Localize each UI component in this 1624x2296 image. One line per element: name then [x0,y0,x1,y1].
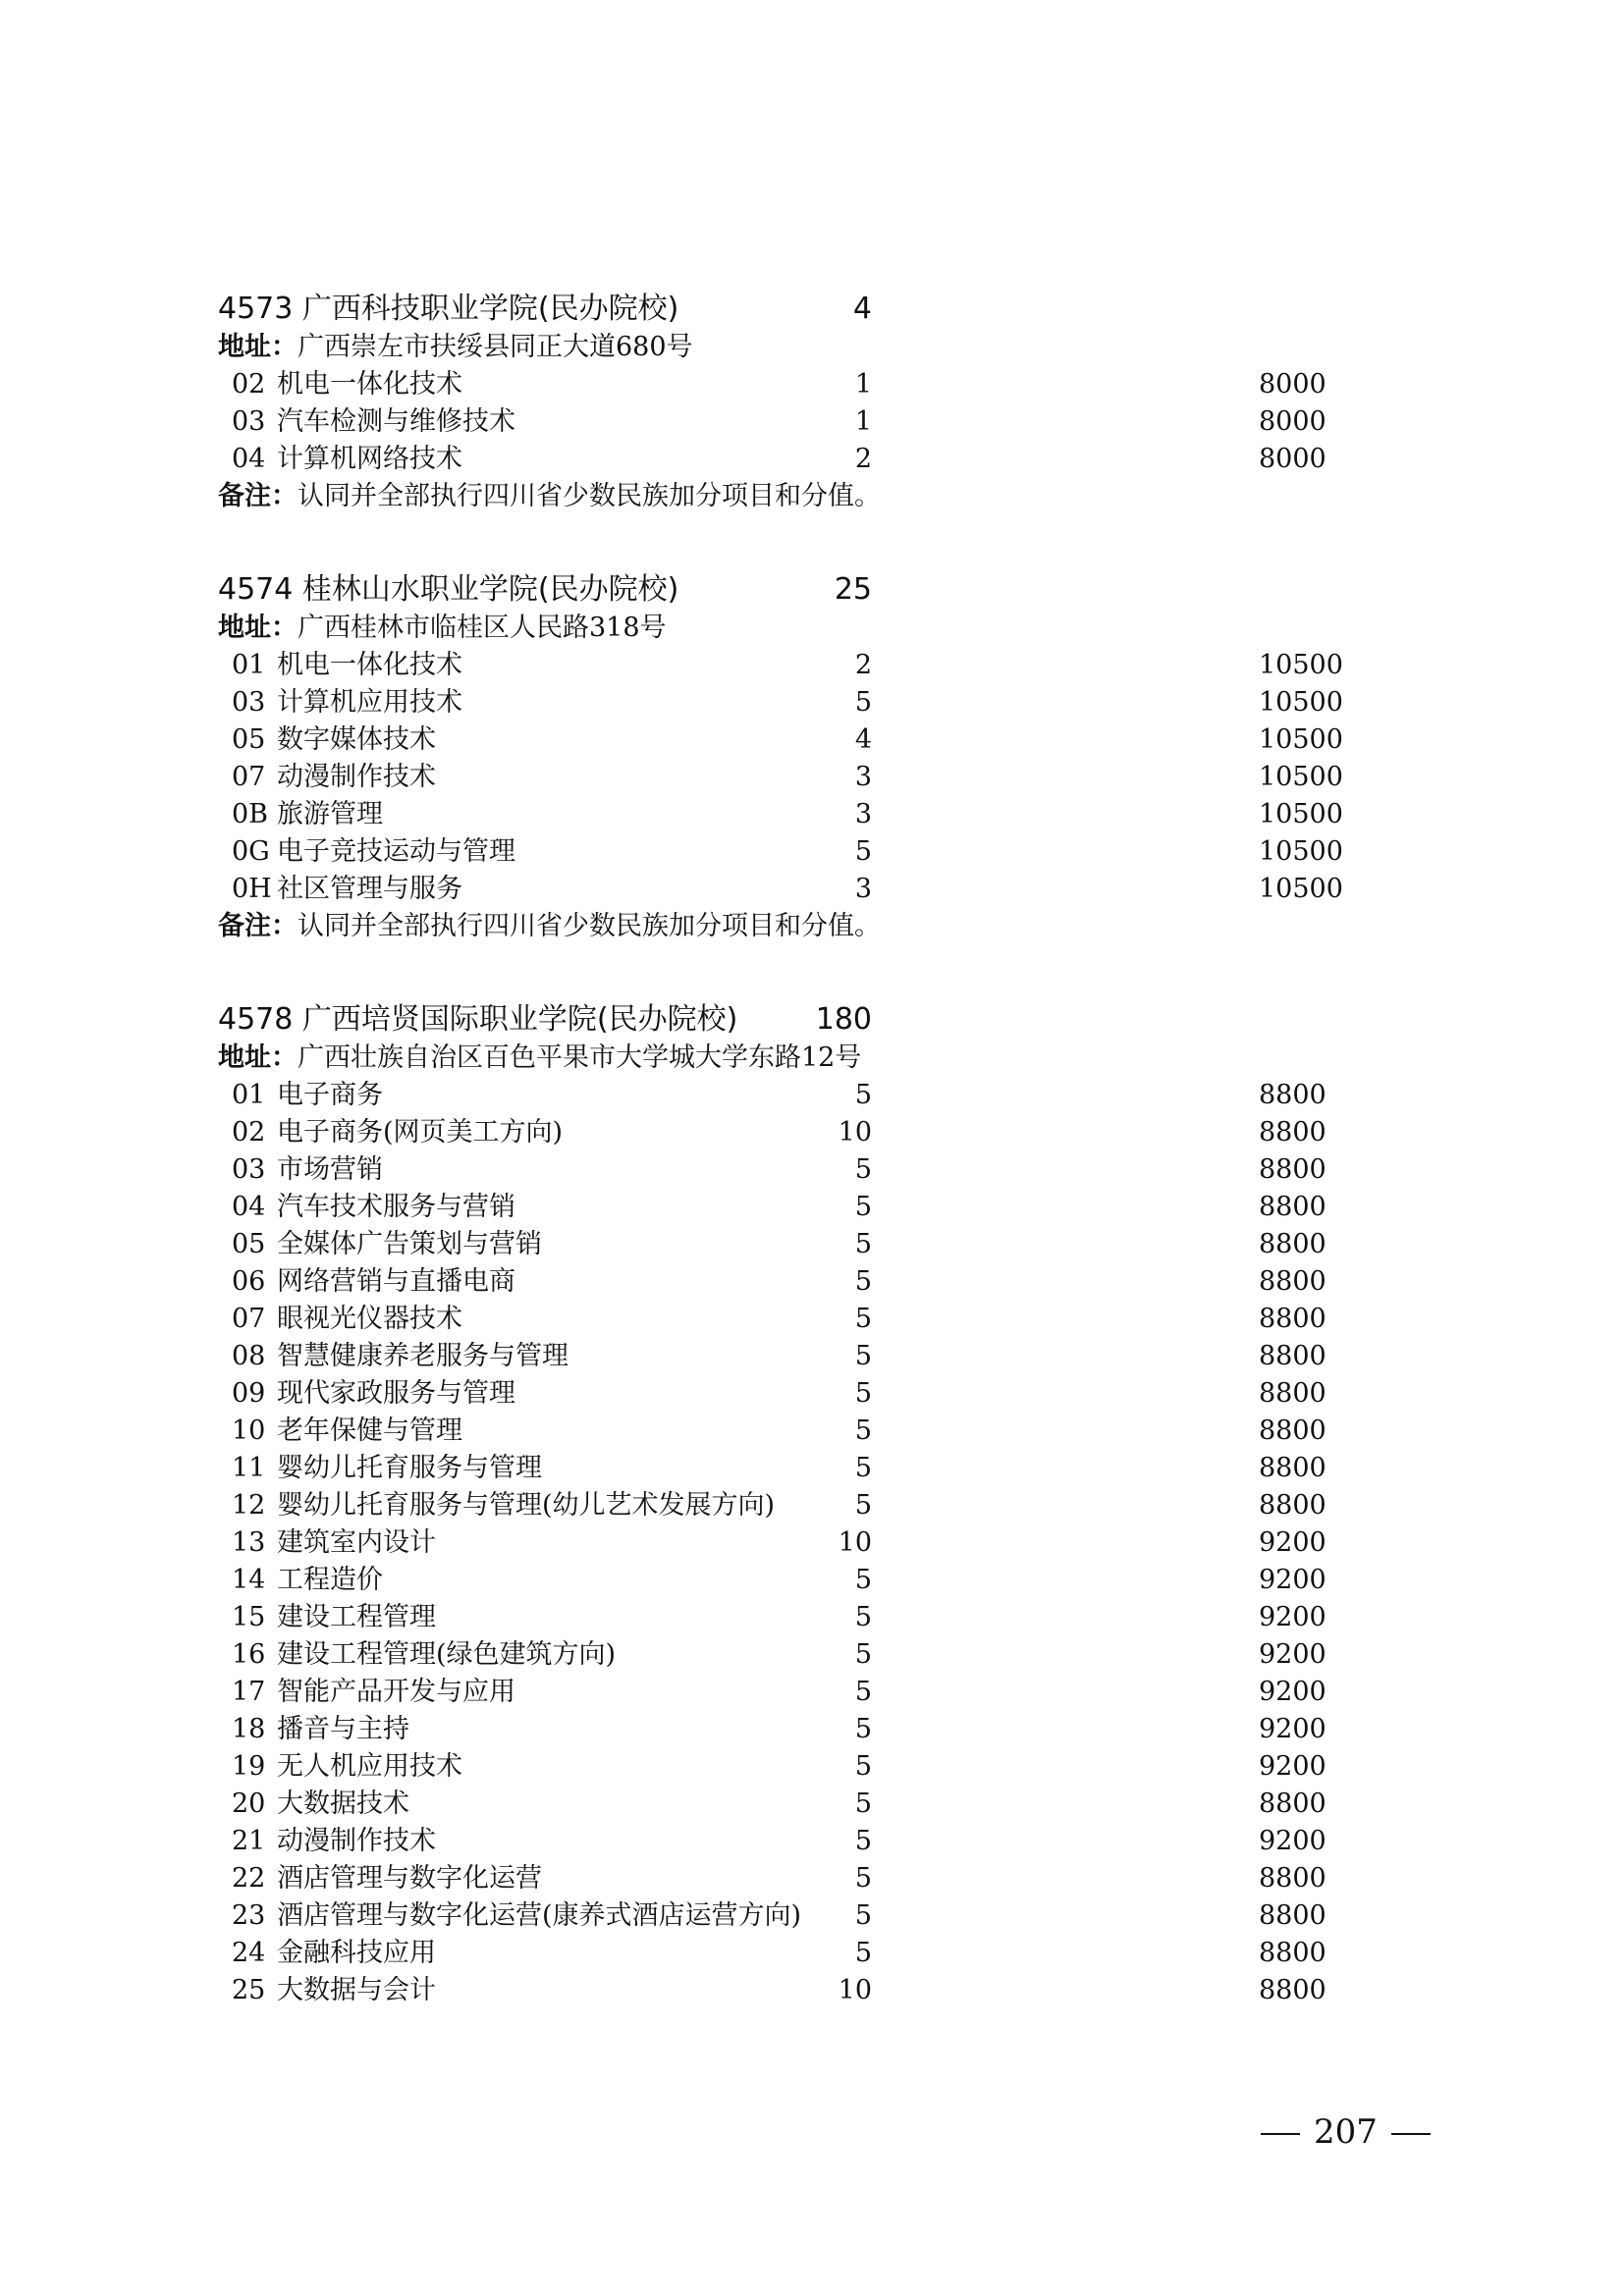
major-code: 07 [232,762,266,792]
school-code: 4574 [218,572,294,607]
note-text: 认同并全部执行四川省少数民族加分项目和分值。 [298,911,881,941]
major-name: 旅游管理 [277,799,383,829]
major-fee: 8800 [1259,1453,1326,1483]
major-name: 工程造价 [277,1565,383,1595]
major-name: 婴幼儿托育服务与管理 [277,1453,542,1483]
major-row [218,1897,1337,1935]
major-name: 播音与主持 [277,1714,409,1744]
school-name: 桂林山水职业学院(民办院校) [301,572,679,607]
major-code: 04 [232,444,266,474]
major-code: 18 [232,1714,266,1744]
major-row [218,1338,1337,1375]
major-count: 3 [854,762,872,792]
major-row [218,1413,1337,1450]
major-row [218,1450,1337,1487]
major-count: 5 [854,1602,872,1632]
major-count: 5 [854,1900,872,1931]
major-code: 02 [232,1117,266,1148]
major-row [218,1599,1337,1636]
major-name: 眼视光仪器技术 [277,1304,462,1334]
major-fee: 9200 [1259,1602,1326,1632]
major-row [218,759,1343,796]
major-fee: 8800 [1259,1304,1326,1334]
major-fee: 8800 [1259,1938,1326,1968]
major-name: 机电一体化技术 [277,650,462,680]
major-name: 汽车检测与维修技术 [277,406,515,437]
major-count: 5 [854,836,872,867]
major-code: 02 [232,369,266,400]
major-name: 酒店管理与数字化运营 [277,1863,542,1894]
major-row [218,1077,1337,1114]
major-code: 0G [232,836,270,867]
address-label: 地址： [218,332,298,362]
major-count: 5 [854,1229,872,1259]
school-header [218,1000,1337,1040]
major-count: 5 [854,1677,872,1707]
major-name: 数字媒体技术 [277,724,436,755]
major-count: 5 [854,1751,872,1782]
major-fee: 10500 [1259,687,1343,718]
major-code: 03 [232,406,266,437]
major-row [218,366,1337,403]
major-name: 电子商务 [277,1080,383,1110]
school-note [218,908,1337,945]
school-note [218,478,1337,515]
school-name: 广西培贤国际职业学院(民办院校) [301,1002,738,1037]
major-row [218,1263,1337,1301]
footer-dash-right [1391,2133,1431,2135]
major-row [218,1636,1337,1674]
major-name: 机电一体化技术 [277,369,462,400]
major-code: 01 [232,650,266,680]
major-count: 5 [854,1080,872,1110]
page-number-text: 207 [1314,2112,1378,2152]
note-text: 认同并全部执行四川省少数民族加分项目和分值。 [298,481,881,511]
major-name: 酒店管理与数字化运营(康养式酒店运营方向) [277,1900,802,1931]
major-row [218,1562,1337,1599]
major-fee: 8800 [1259,1229,1326,1259]
major-name: 社区管理与服务 [277,874,462,904]
major-code: 01 [232,1080,266,1110]
major-count: 5 [854,1565,872,1595]
major-count: 3 [854,874,872,904]
major-row [218,1375,1337,1413]
major-count: 5 [854,1826,872,1856]
major-fee: 10500 [1259,799,1343,829]
major-code: 10 [232,1415,266,1446]
major-row [218,1711,1337,1748]
note-label: 备注： [218,911,298,941]
major-row [218,1674,1337,1711]
major-fee: 8800 [1259,1490,1326,1521]
major-code: 25 [232,1975,266,2005]
major-name: 建设工程管理 [277,1602,436,1632]
major-row [218,1524,1337,1562]
major-fee: 10500 [1259,762,1343,792]
major-row [218,1226,1337,1263]
major-name: 计算机网络技术 [277,444,462,474]
major-fee: 8800 [1259,1789,1326,1819]
major-count: 5 [854,1938,872,1968]
major-fee: 10500 [1259,874,1343,904]
school-quota: 4 [852,292,872,326]
major-count: 1 [854,369,872,400]
major-row [218,1860,1337,1897]
major-name: 电子商务(网页美工方向) [277,1117,564,1148]
major-code: 14 [232,1565,266,1595]
school-code: 4573 [218,292,294,326]
major-fee: 8800 [1259,1975,1326,2005]
major-code: 24 [232,1938,266,1968]
school-block-4573 [218,290,1337,515]
major-code: 16 [232,1639,266,1670]
major-code: 05 [232,1229,266,1259]
school-address [218,610,1337,647]
major-count: 10 [838,1527,872,1558]
major-fee: 9200 [1259,1714,1326,1744]
major-row [218,1748,1337,1786]
school-name: 广西科技职业学院(民办院校) [301,292,679,326]
major-count: 5 [854,1453,872,1483]
major-code: 09 [232,1378,266,1409]
major-count: 5 [854,1192,872,1222]
major-list [218,1077,1337,2009]
major-name: 计算机应用技术 [277,687,462,718]
major-name: 智慧健康养老服务与管理 [277,1341,568,1371]
major-row [218,796,1343,833]
school-title [218,1000,737,1040]
major-name: 网络营销与直播电商 [277,1266,515,1297]
major-name: 建筑室内设计 [277,1527,436,1558]
major-row [218,833,1343,871]
school-title [218,570,678,610]
major-row [218,1114,1337,1151]
major-fee: 8800 [1259,1117,1326,1148]
address-label: 地址： [218,1042,298,1073]
address-label: 地址： [218,613,298,643]
major-row [218,1786,1337,1823]
major-fee: 10500 [1259,836,1343,867]
school-header [218,570,1337,610]
major-fee: 8000 [1259,406,1326,437]
major-fee: 9200 [1259,1565,1326,1595]
major-code: 0B [232,799,269,829]
major-row [218,1487,1337,1524]
major-name: 建设工程管理(绿色建筑方向) [277,1639,617,1670]
major-name: 电子竞技运动与管理 [277,836,515,867]
school-quota: 25 [834,572,872,607]
major-row [218,403,1337,441]
major-fee: 8800 [1259,1341,1326,1371]
major-name: 市场营销 [277,1154,383,1185]
school-block-4578 [218,1000,1337,2009]
note-label: 备注： [218,481,298,511]
major-fee: 9200 [1259,1677,1326,1707]
major-count: 5 [854,1341,872,1371]
school-header [218,290,1337,329]
major-count: 5 [854,1304,872,1334]
major-row [218,1972,1337,2009]
major-count: 5 [854,1714,872,1744]
school-code: 4578 [218,1002,294,1037]
major-fee: 8800 [1259,1863,1326,1894]
major-row [218,647,1343,684]
major-row [218,1151,1337,1189]
major-name: 婴幼儿托育服务与管理(幼儿艺术发展方向) [277,1490,776,1521]
major-count: 3 [854,799,872,829]
major-name: 全媒体广告策划与营销 [277,1229,542,1259]
major-code: 12 [232,1490,266,1521]
major-count: 5 [854,1266,872,1297]
major-code: 22 [232,1863,266,1894]
major-name: 智能产品开发与应用 [277,1677,515,1707]
major-count: 10 [838,1975,872,2005]
major-code: 13 [232,1527,266,1558]
major-code: 03 [232,687,266,718]
major-count: 2 [854,650,872,680]
major-code: 19 [232,1751,266,1782]
major-name: 现代家政服务与管理 [277,1378,515,1409]
major-fee: 10500 [1259,650,1343,680]
major-code: 15 [232,1602,266,1632]
major-name: 金融科技应用 [277,1938,436,1968]
major-row [218,871,1343,908]
page-number [1247,2110,1444,2154]
major-name: 汽车技术服务与营销 [277,1192,515,1222]
major-count: 5 [854,1639,872,1670]
school-address [218,329,1337,366]
major-code: 21 [232,1826,266,1856]
major-code: 11 [232,1453,266,1483]
major-code: 23 [232,1900,266,1931]
major-fee: 9200 [1259,1639,1326,1670]
major-name: 大数据与会计 [277,1975,436,2005]
major-count: 5 [854,1415,872,1446]
address-text: 广西崇左市扶绥县同正大道680号 [298,332,693,362]
major-fee: 8800 [1259,1900,1326,1931]
school-quota: 180 [815,1002,872,1037]
address-text: 广西桂林市临桂区人民路318号 [298,613,667,643]
major-count: 2 [854,444,872,474]
major-code: 03 [232,1154,266,1185]
major-name: 大数据技术 [277,1789,409,1819]
major-count: 5 [854,1789,872,1819]
major-fee: 8800 [1259,1415,1326,1446]
major-count: 10 [838,1117,872,1148]
major-row [218,1189,1337,1226]
major-fee: 10500 [1259,724,1343,755]
major-code: 0H [232,874,272,904]
major-code: 05 [232,724,266,755]
major-name: 无人机应用技术 [277,1751,462,1782]
major-row [218,684,1343,721]
major-count: 1 [854,406,872,437]
major-code: 20 [232,1789,266,1819]
major-name: 老年保健与管理 [277,1415,462,1446]
address-text: 广西壮族自治区百色平果市大学城大学东路12号 [298,1042,862,1073]
major-count: 5 [854,1154,872,1185]
school-title [218,290,678,329]
major-fee: 8800 [1259,1378,1326,1409]
major-code: 07 [232,1304,266,1334]
major-fee: 8800 [1259,1080,1326,1110]
major-count: 5 [854,1378,872,1409]
school-block-4574 [218,570,1343,945]
major-row [218,721,1343,759]
school-address [218,1040,1337,1077]
major-count: 4 [854,724,872,755]
major-code: 04 [232,1192,266,1222]
major-name: 动漫制作技术 [277,762,436,792]
major-code: 08 [232,1341,266,1371]
major-fee: 8800 [1259,1154,1326,1185]
major-fee: 8000 [1259,444,1326,474]
major-fee: 8800 [1259,1266,1326,1297]
major-row [218,1935,1337,1972]
major-row [218,1823,1337,1860]
major-row [218,1301,1337,1338]
major-code: 06 [232,1266,266,1297]
major-name: 动漫制作技术 [277,1826,436,1856]
major-count: 5 [854,687,872,718]
major-count: 5 [854,1490,872,1521]
major-fee: 8000 [1259,369,1326,400]
major-fee: 9200 [1259,1826,1326,1856]
major-row [218,441,1337,478]
major-fee: 9200 [1259,1527,1326,1558]
major-count: 5 [854,1863,872,1894]
major-fee: 8800 [1259,1192,1326,1222]
major-code: 17 [232,1677,266,1707]
footer-dash-left [1261,2133,1300,2135]
major-fee: 9200 [1259,1751,1326,1782]
